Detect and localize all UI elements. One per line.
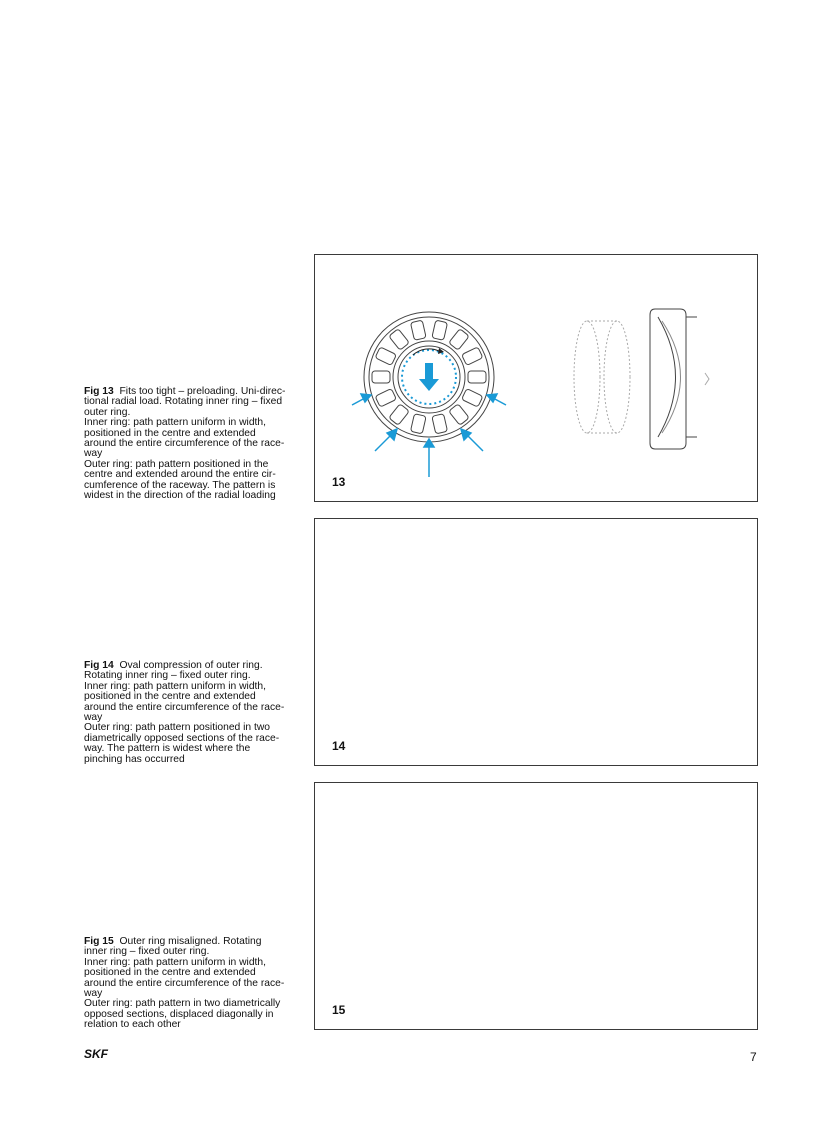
fig13-label: Fig 13 — [84, 386, 114, 397]
caption-line: way — [84, 448, 103, 460]
fig14-label: Fig 14 — [84, 660, 114, 671]
roller — [375, 347, 396, 366]
roller — [449, 329, 470, 351]
roller — [462, 389, 483, 408]
caption-line: Oval compression of outer ring. — [119, 660, 263, 671]
caption-line: cumference of the raceway. The pattern is — [84, 479, 276, 491]
fig15-figure — [314, 782, 758, 1030]
caption-line: way — [84, 712, 103, 724]
caption-line: tional radial load. Rotating inner ring – fixed — [84, 396, 283, 408]
caption-line: around the entire circumference of the race- — [84, 701, 285, 713]
fig13-caption — [84, 387, 306, 501]
roller — [449, 404, 470, 426]
fig15-label: Fig 15 — [84, 936, 114, 947]
caption-line: outer ring. — [84, 406, 131, 418]
fig14-figure — [314, 518, 758, 766]
caption-line: Outer ring: path pattern positioned in two — [84, 722, 271, 734]
load-arrow-icon — [413, 348, 444, 391]
caption-line: Fits too tight – preloading. Uni-direc- — [119, 386, 286, 397]
caption-line: positioned in the centre and extended — [84, 691, 256, 703]
skf-logo-icon — [84, 1048, 124, 1060]
caption-line: Outer ring: path pattern positioned in the — [84, 458, 269, 470]
caption-line: Inner ring: path pattern uniform in width, — [84, 417, 267, 429]
skf-logo — [84, 1047, 124, 1065]
roller — [410, 414, 426, 434]
roller — [372, 371, 390, 383]
caption-line: diametrically opposed sections of the race- — [84, 732, 280, 744]
caption-line: Outer ring misaligned. Rotating — [119, 936, 262, 947]
roller — [410, 320, 426, 340]
outer-ring-section — [650, 309, 709, 449]
caption-line: opposed sections, displaced diagonally in — [84, 1008, 274, 1020]
fig15-caption — [84, 937, 306, 1031]
bearing-illustration — [315, 255, 759, 503]
caption-line: around the entire circumference of the race- — [84, 977, 285, 989]
caption-line: inner ring – fixed outer ring. — [84, 946, 210, 958]
roller — [375, 389, 396, 408]
caption-line: positioned in the centre and extended — [84, 427, 256, 439]
fig13-figure — [314, 254, 758, 502]
caption-line: around the entire circumference of the race- — [84, 438, 285, 450]
caption-line: widest in the direction of the radial loading — [84, 490, 276, 502]
roller — [432, 414, 448, 434]
roller — [462, 347, 483, 366]
logo-text: SKF — [84, 1048, 108, 1060]
caption-line: relation to each other — [84, 1019, 181, 1031]
roller — [468, 371, 486, 383]
caption-line: way — [84, 988, 103, 1000]
roller — [389, 404, 410, 426]
roller — [389, 329, 410, 351]
fig14-number: 14 — [332, 739, 346, 753]
caption-line: way. The pattern is widest where the — [84, 743, 251, 755]
fig14-caption — [84, 661, 306, 765]
fig13-number: 13 — [332, 475, 346, 489]
radial-load-arrows — [352, 394, 506, 477]
fig15-number: 15 — [332, 1003, 346, 1017]
caption-line: Inner ring: path pattern uniform in width, — [84, 680, 267, 692]
caption-line: Rotating inner ring – fixed outer ring. — [84, 670, 251, 682]
ring-side-view — [574, 321, 630, 433]
caption-line: centre and extended around the entire cir- — [84, 469, 276, 481]
caption-line: Outer ring: path pattern in two diametrically — [84, 998, 281, 1010]
caption-line: positioned in the centre and extended — [84, 967, 256, 979]
caption-line: Inner ring: path pattern uniform in width, — [84, 956, 267, 968]
page-number: 7 — [750, 1050, 757, 1064]
roller — [432, 320, 448, 340]
caption-line: pinching has occurred — [84, 753, 185, 765]
